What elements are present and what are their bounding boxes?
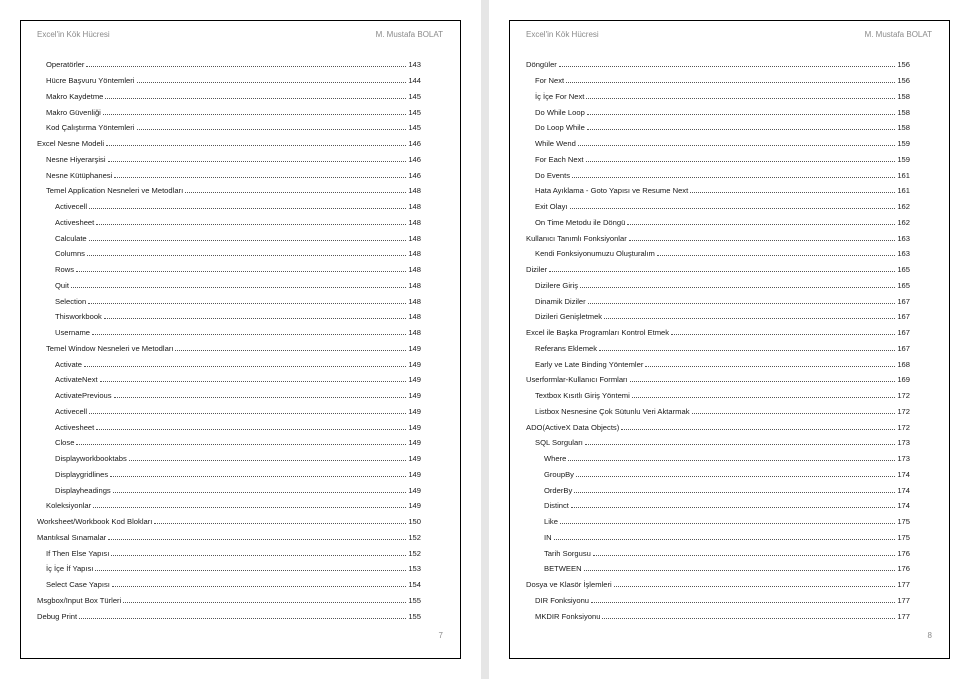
toc-entry[interactable]	[37, 262, 421, 278]
toc-dot-leader	[690, 192, 895, 193]
toc-dot-leader	[95, 570, 406, 571]
toc-dot-leader	[111, 555, 406, 556]
toc-entry-page: 156	[897, 60, 910, 70]
toc-entry-title: Activecell	[55, 202, 88, 212]
toc-entry-title: Username	[55, 328, 91, 338]
toc-entry[interactable]	[37, 577, 421, 593]
toc-entry-page: 155	[408, 611, 421, 621]
toc-dot-leader	[96, 224, 406, 225]
toc-entry-title: Excel ile Başka Programları Kontrol Etmek	[526, 328, 670, 338]
toc-entry-title: Displayworkbooktabs	[55, 454, 127, 464]
toc-entry-page: 149	[408, 454, 421, 464]
toc-entry-page: 165	[897, 280, 910, 290]
toc-entry-page: 148	[408, 249, 421, 259]
toc-entry[interactable]	[526, 577, 910, 593]
toc-dot-leader	[96, 429, 406, 430]
toc-entry[interactable]	[526, 246, 910, 262]
toc-entry[interactable]	[526, 341, 910, 357]
toc-dot-leader	[113, 492, 407, 493]
toc-entry-title: Makro Güvenliği	[46, 107, 101, 117]
toc-entry-title: Close	[55, 438, 75, 448]
toc-dot-leader	[106, 145, 406, 146]
toc-entry-title: Like	[544, 517, 558, 527]
toc-dot-leader	[576, 476, 895, 477]
toc-entry-page: 162	[897, 217, 910, 227]
toc-entry[interactable]	[37, 593, 421, 609]
toc-entry-page: 177	[897, 580, 910, 590]
toc-dot-leader	[76, 271, 406, 272]
toc-dot-leader	[554, 539, 896, 540]
toc-entry-title: Dizilere Giriş	[535, 280, 579, 290]
toc-entry-page: 149	[408, 485, 421, 495]
toc-dot-leader	[588, 303, 896, 304]
toc-entry-page: 173	[897, 454, 910, 464]
toc-entry[interactable]	[37, 404, 421, 420]
toc-entry-title: Do While Loop	[535, 107, 585, 117]
toc-entry[interactable]	[37, 498, 421, 514]
toc-entry[interactable]	[526, 593, 910, 609]
toc-entry[interactable]	[526, 230, 910, 246]
toc-entry[interactable]	[37, 608, 421, 624]
toc-entry-title: Dosya ve Klasör İşlemleri	[526, 580, 612, 590]
toc-entry-title: Nesne Hiyerarşisi	[46, 154, 106, 164]
toc-entry[interactable]	[37, 325, 421, 341]
toc-entry-title: While Wend	[535, 139, 576, 149]
toc-dot-leader	[591, 602, 895, 603]
toc-dot-leader	[560, 523, 895, 524]
document-page-left	[0, 0, 481, 679]
toc-dot-leader	[632, 397, 896, 398]
toc-entry-title: Textbox Kısıtlı Giriş Yöntemi	[535, 391, 630, 401]
toc-entry-page: 175	[897, 532, 910, 542]
toc-dot-leader	[593, 555, 895, 556]
toc-entry-page: 167	[897, 296, 910, 306]
toc-entry-title: For Next	[535, 76, 565, 86]
toc-entry[interactable]	[37, 199, 421, 215]
toc-entry[interactable]	[37, 120, 421, 136]
toc-entry-page: 172	[897, 406, 910, 416]
toc-dot-leader	[108, 539, 406, 540]
toc-dot-leader	[568, 460, 895, 461]
page-number: 7	[438, 631, 443, 640]
toc-entry-page: 177	[897, 595, 910, 605]
toc-entry-title: Worksheet/Workbook Kod Blokları	[37, 517, 153, 527]
toc-dot-leader	[587, 129, 896, 130]
toc-entry[interactable]	[526, 545, 910, 561]
toc-dot-leader	[580, 287, 895, 288]
toc-entry-page: 159	[897, 154, 910, 164]
toc-dot-leader	[89, 208, 406, 209]
toc-entry[interactable]	[526, 199, 910, 215]
toc-entry-page: 167	[897, 343, 910, 353]
toc-entry-page: 148	[408, 280, 421, 290]
toc-entry-title: DIR Fonksiyonu	[535, 595, 590, 605]
toc-entry-title: Hücre Başvuru Yöntemleri	[46, 76, 135, 86]
toc-entry[interactable]	[37, 57, 421, 73]
toc-entry-page: 145	[408, 107, 421, 117]
toc-entry[interactable]	[526, 73, 910, 89]
toc-entry-page: 176	[897, 548, 910, 558]
toc-entry-title: Operatörler	[46, 60, 85, 70]
toc-dot-leader	[572, 177, 895, 178]
toc-entry[interactable]	[526, 404, 910, 420]
toc-dot-leader	[93, 507, 406, 508]
toc-entry-title: For Each Next	[535, 154, 584, 164]
toc-entry-page: 149	[408, 438, 421, 448]
toc-entry-page: 149	[408, 375, 421, 385]
toc-entry-page: 154	[408, 580, 421, 590]
toc-entry-page: 158	[897, 91, 910, 101]
toc-entry-title: Hata Ayıklama - Goto Yapısı ve Resume Next	[535, 186, 689, 196]
toc-dot-leader	[100, 381, 407, 382]
toc-dot-leader	[114, 397, 407, 398]
toc-entry-page: 169	[897, 375, 910, 385]
toc-entry[interactable]	[37, 545, 421, 561]
toc-entry-title: Do Events	[535, 170, 571, 180]
toc-entry[interactable]	[37, 73, 421, 89]
toc-entry[interactable]	[526, 561, 910, 577]
toc-entry[interactable]	[526, 89, 910, 105]
toc-entry-page: 163	[897, 233, 910, 243]
toc-entry-page: 174	[897, 485, 910, 495]
toc-dot-leader	[657, 255, 895, 256]
toc-entry-title: Exit Olayı	[535, 202, 568, 212]
toc-entry-title: Koleksiyonlar	[46, 501, 92, 511]
toc-entry-page: 148	[408, 328, 421, 338]
toc-dot-leader	[604, 318, 895, 319]
toc-entry-title: ActivatePrevious	[55, 391, 112, 401]
toc-dot-leader	[110, 476, 406, 477]
toc-entry-title: Msgbox/Input Box Türleri	[37, 595, 122, 605]
toc-entry-title: Displaygridlines	[55, 469, 109, 479]
toc-entry-title: Dizileri Genişletmek	[535, 312, 603, 322]
toc-entry[interactable]	[526, 262, 910, 278]
toc-dot-leader	[86, 66, 406, 67]
toc-entry-page: 145	[408, 91, 421, 101]
toc-entry-page: 148	[408, 217, 421, 227]
table-of-contents	[37, 57, 421, 624]
toc-entry-title: Columns	[55, 249, 85, 259]
toc-entry[interactable]	[37, 152, 421, 168]
toc-entry-title: Do Loop While	[535, 123, 585, 133]
toc-entry[interactable]	[526, 215, 910, 231]
toc-entry[interactable]	[37, 278, 421, 294]
toc-dot-leader	[645, 366, 895, 367]
toc-entry-page: 148	[408, 233, 421, 243]
toc-entry-title: Distinct	[544, 501, 569, 511]
toc-entry-page: 149	[408, 391, 421, 401]
toc-entry-title: Rows	[55, 265, 74, 275]
toc-entry-title: IN	[544, 532, 552, 542]
toc-dot-leader	[585, 444, 895, 445]
toc-entry-title: Thisworkbook	[55, 312, 102, 322]
document-page-right	[489, 0, 970, 679]
toc-entry-title: Kullanıcı Tanımlı Fonksiyonlar	[526, 233, 627, 243]
toc-entry-page: 149	[408, 343, 421, 353]
toc-entry[interactable]	[37, 467, 421, 483]
toc-entry-page: 172	[897, 391, 910, 401]
toc-entry-title: Makro Kaydetme	[46, 91, 104, 101]
toc-dot-leader	[614, 586, 896, 587]
toc-dot-leader	[137, 82, 407, 83]
toc-dot-leader	[175, 350, 406, 351]
toc-entry-page: 152	[408, 548, 421, 558]
toc-dot-leader	[84, 366, 406, 367]
table-of-contents	[526, 57, 910, 624]
toc-dot-leader	[630, 381, 896, 382]
toc-entry[interactable]	[37, 230, 421, 246]
toc-dot-leader	[627, 224, 895, 225]
toc-dot-leader	[571, 507, 895, 508]
toc-entry[interactable]	[37, 435, 421, 451]
toc-entry-page: 158	[897, 123, 910, 133]
toc-entry-title: Quit	[55, 280, 69, 290]
toc-entry[interactable]	[526, 104, 910, 120]
toc-entry[interactable]	[526, 608, 910, 624]
toc-entry-page: 148	[408, 312, 421, 322]
toc-dot-leader	[89, 240, 407, 241]
header-author: M. Mustafa BOLAT	[864, 30, 932, 39]
toc-dot-leader	[629, 240, 896, 241]
toc-entry[interactable]	[526, 419, 910, 435]
toc-entry-page: 149	[408, 501, 421, 511]
toc-dot-leader	[123, 602, 406, 603]
toc-entry-page: 168	[897, 359, 910, 369]
toc-entry-page: 145	[408, 123, 421, 133]
toc-entry[interactable]	[526, 467, 910, 483]
toc-entry[interactable]	[37, 356, 421, 372]
toc-entry-title: Dinamik Diziler	[535, 296, 586, 306]
toc-entry-title: Tarih Sorgusu	[544, 548, 591, 558]
toc-entry-title: Selection	[55, 296, 87, 306]
toc-entry-page: 144	[408, 76, 421, 86]
toc-entry-title: Where	[544, 454, 567, 464]
toc-entry[interactable]	[526, 451, 910, 467]
toc-entry[interactable]	[526, 278, 910, 294]
toc-entry[interactable]	[526, 183, 910, 199]
toc-entry-title: Temel Window Nesneleri ve Metodları	[46, 343, 174, 353]
toc-dot-leader	[692, 413, 896, 414]
toc-entry-title: Activesheet	[55, 422, 95, 432]
toc-entry[interactable]	[37, 104, 421, 120]
toc-entry-page: 174	[897, 469, 910, 479]
toc-entry-title: Mantıksal Sınamalar	[37, 532, 107, 542]
toc-entry[interactable]	[526, 293, 910, 309]
toc-entry[interactable]	[526, 136, 910, 152]
toc-dot-leader	[129, 460, 407, 461]
toc-entry-title: İç İçe For Next	[535, 91, 585, 101]
toc-dot-leader	[586, 98, 895, 99]
toc-entry-page: 155	[408, 595, 421, 605]
toc-entry-title: Early ve Late Binding Yöntemler	[535, 359, 644, 369]
toc-entry[interactable]	[37, 136, 421, 152]
toc-dot-leader	[76, 444, 406, 445]
toc-entry[interactable]	[37, 514, 421, 530]
toc-entry[interactable]	[37, 293, 421, 309]
toc-entry-page: 143	[408, 60, 421, 70]
toc-dot-leader	[586, 161, 896, 162]
toc-entry-title: Döngüler	[526, 60, 557, 70]
toc-entry[interactable]	[37, 372, 421, 388]
toc-entry[interactable]	[526, 435, 910, 451]
toc-entry[interactable]	[37, 246, 421, 262]
toc-entry-page: 163	[897, 249, 910, 259]
toc-entry-title: If Then Else Yapısı	[46, 548, 110, 558]
toc-dot-leader	[566, 82, 895, 83]
toc-entry-page: 150	[408, 517, 421, 527]
toc-entry[interactable]	[37, 561, 421, 577]
toc-entry-page: 148	[408, 265, 421, 275]
toc-entry[interactable]	[37, 215, 421, 231]
page-number: 8	[927, 631, 932, 640]
toc-entry-page: 149	[408, 469, 421, 479]
toc-entry[interactable]	[37, 419, 421, 435]
toc-entry-title: Userformlar-Kullanıcı Formları	[526, 375, 628, 385]
toc-entry-title: Calculate	[55, 233, 87, 243]
toc-dot-leader	[185, 192, 406, 193]
toc-entry-page: 149	[408, 359, 421, 369]
toc-entry[interactable]	[526, 498, 910, 514]
toc-entry[interactable]	[37, 341, 421, 357]
toc-entry[interactable]	[37, 388, 421, 404]
toc-dot-leader	[584, 570, 896, 571]
toc-dot-leader	[104, 318, 406, 319]
toc-dot-leader	[71, 287, 406, 288]
toc-dot-leader	[587, 114, 896, 115]
toc-entry-page: 162	[897, 202, 910, 212]
toc-entry-title: Nesne Kütüphanesi	[46, 170, 113, 180]
toc-entry-title: ADO(ActiveX Data Objects)	[526, 422, 620, 432]
toc-entry-title: Excel Nesne Modeli	[37, 139, 105, 149]
toc-dot-leader	[87, 255, 406, 256]
toc-entry[interactable]	[37, 183, 421, 199]
toc-entry-title: BETWEEN	[544, 564, 582, 574]
toc-entry-page: 175	[897, 517, 910, 527]
toc-dot-leader	[621, 429, 895, 430]
toc-entry[interactable]	[526, 482, 910, 498]
header-author: M. Mustafa BOLAT	[375, 30, 443, 39]
toc-entry-page: 176	[897, 564, 910, 574]
toc-dot-leader	[89, 413, 406, 414]
toc-entry[interactable]	[526, 372, 910, 388]
toc-dot-leader	[103, 114, 406, 115]
toc-entry-page: 148	[408, 296, 421, 306]
toc-entry-page: 156	[897, 76, 910, 86]
toc-entry-page: 153	[408, 564, 421, 574]
toc-entry-page: 174	[897, 501, 910, 511]
toc-entry-title: Referans Eklemek	[535, 343, 598, 353]
toc-entry-title: OrderBy	[544, 485, 573, 495]
toc-entry-title: MKDIR Fonksiyonu	[535, 611, 601, 621]
toc-dot-leader	[154, 523, 406, 524]
toc-dot-leader	[559, 66, 896, 67]
toc-dot-leader	[574, 492, 895, 493]
toc-entry[interactable]	[526, 152, 910, 168]
toc-entry-page: 161	[897, 170, 910, 180]
toc-entry[interactable]	[37, 89, 421, 105]
toc-entry-page: 146	[408, 139, 421, 149]
toc-entry-page: 148	[408, 186, 421, 196]
header-book-title: Excel'in Kök Hücresi	[37, 30, 110, 39]
toc-entry[interactable]	[526, 167, 910, 183]
toc-entry[interactable]	[37, 309, 421, 325]
toc-entry-title: Temel Application Nesneleri ve Metodları	[46, 186, 184, 196]
toc-dot-leader	[570, 208, 896, 209]
toc-entry-page: 165	[897, 265, 910, 275]
toc-dot-leader	[578, 145, 896, 146]
toc-entry-title: GroupBy	[544, 469, 574, 479]
toc-entry[interactable]	[526, 530, 910, 546]
toc-entry-page: 159	[897, 139, 910, 149]
toc-entry-title: ActivateNext	[55, 375, 98, 385]
toc-entry-page: 146	[408, 154, 421, 164]
toc-entry[interactable]	[37, 167, 421, 183]
toc-dot-leader	[79, 618, 406, 619]
toc-entry-page: 146	[408, 170, 421, 180]
toc-entry-page: 149	[408, 422, 421, 432]
toc-entry-title: Diziler	[526, 265, 548, 275]
toc-entry-page: 172	[897, 422, 910, 432]
toc-entry-page: 167	[897, 328, 910, 338]
toc-dot-leader	[137, 129, 407, 130]
toc-dot-leader	[92, 334, 406, 335]
toc-entry-page: 173	[897, 438, 910, 448]
toc-dot-leader	[88, 303, 406, 304]
toc-entry[interactable]	[37, 530, 421, 546]
toc-entry-page: 167	[897, 312, 910, 322]
toc-entry-title: Activecell	[55, 406, 88, 416]
toc-entry[interactable]	[526, 388, 910, 404]
toc-dot-leader	[112, 586, 406, 587]
toc-dot-leader	[114, 177, 406, 178]
toc-entry[interactable]	[37, 482, 421, 498]
toc-entry-title: Debug Print	[37, 611, 78, 621]
toc-entry[interactable]	[37, 451, 421, 467]
toc-entry[interactable]	[526, 120, 910, 136]
toc-dot-leader	[602, 618, 895, 619]
toc-entry-page: 158	[897, 107, 910, 117]
toc-entry-page: 177	[897, 611, 910, 621]
toc-dot-leader	[671, 334, 895, 335]
toc-entry-page: 148	[408, 202, 421, 212]
toc-entry-title: Select Case Yapısı	[46, 580, 110, 590]
header-book-title: Excel'in Kök Hücresi	[526, 30, 599, 39]
toc-dot-leader	[105, 98, 406, 99]
toc-entry-title: SQL Sorguları	[535, 438, 583, 448]
toc-dot-leader	[549, 271, 895, 272]
toc-dot-leader	[599, 350, 895, 351]
toc-entry-title: Kendi Fonksiyonumuzu Oluşturalım	[535, 249, 655, 259]
toc-entry-title: Kod Çalıştırma Yöntemleri	[46, 123, 135, 133]
toc-entry[interactable]	[526, 356, 910, 372]
toc-entry-title: Activesheet	[55, 217, 95, 227]
toc-entry-title: Activate	[55, 359, 83, 369]
toc-entry-title: Listbox Nesnesine Çok Sütunlu Veri Aktarmak	[535, 406, 690, 416]
toc-entry-title: İç İçe İf Yapısı	[46, 564, 94, 574]
toc-entry[interactable]	[526, 309, 910, 325]
toc-entry-page: 152	[408, 532, 421, 542]
toc-dot-leader	[108, 161, 407, 162]
toc-entry-title: On Time Metodu ile Döngü	[535, 217, 626, 227]
toc-entry[interactable]	[526, 514, 910, 530]
toc-entry-page: 161	[897, 186, 910, 196]
toc-entry[interactable]	[526, 325, 910, 341]
toc-entry[interactable]	[526, 57, 910, 73]
toc-entry-title: Displayheadings	[55, 485, 111, 495]
toc-entry-page: 149	[408, 406, 421, 416]
